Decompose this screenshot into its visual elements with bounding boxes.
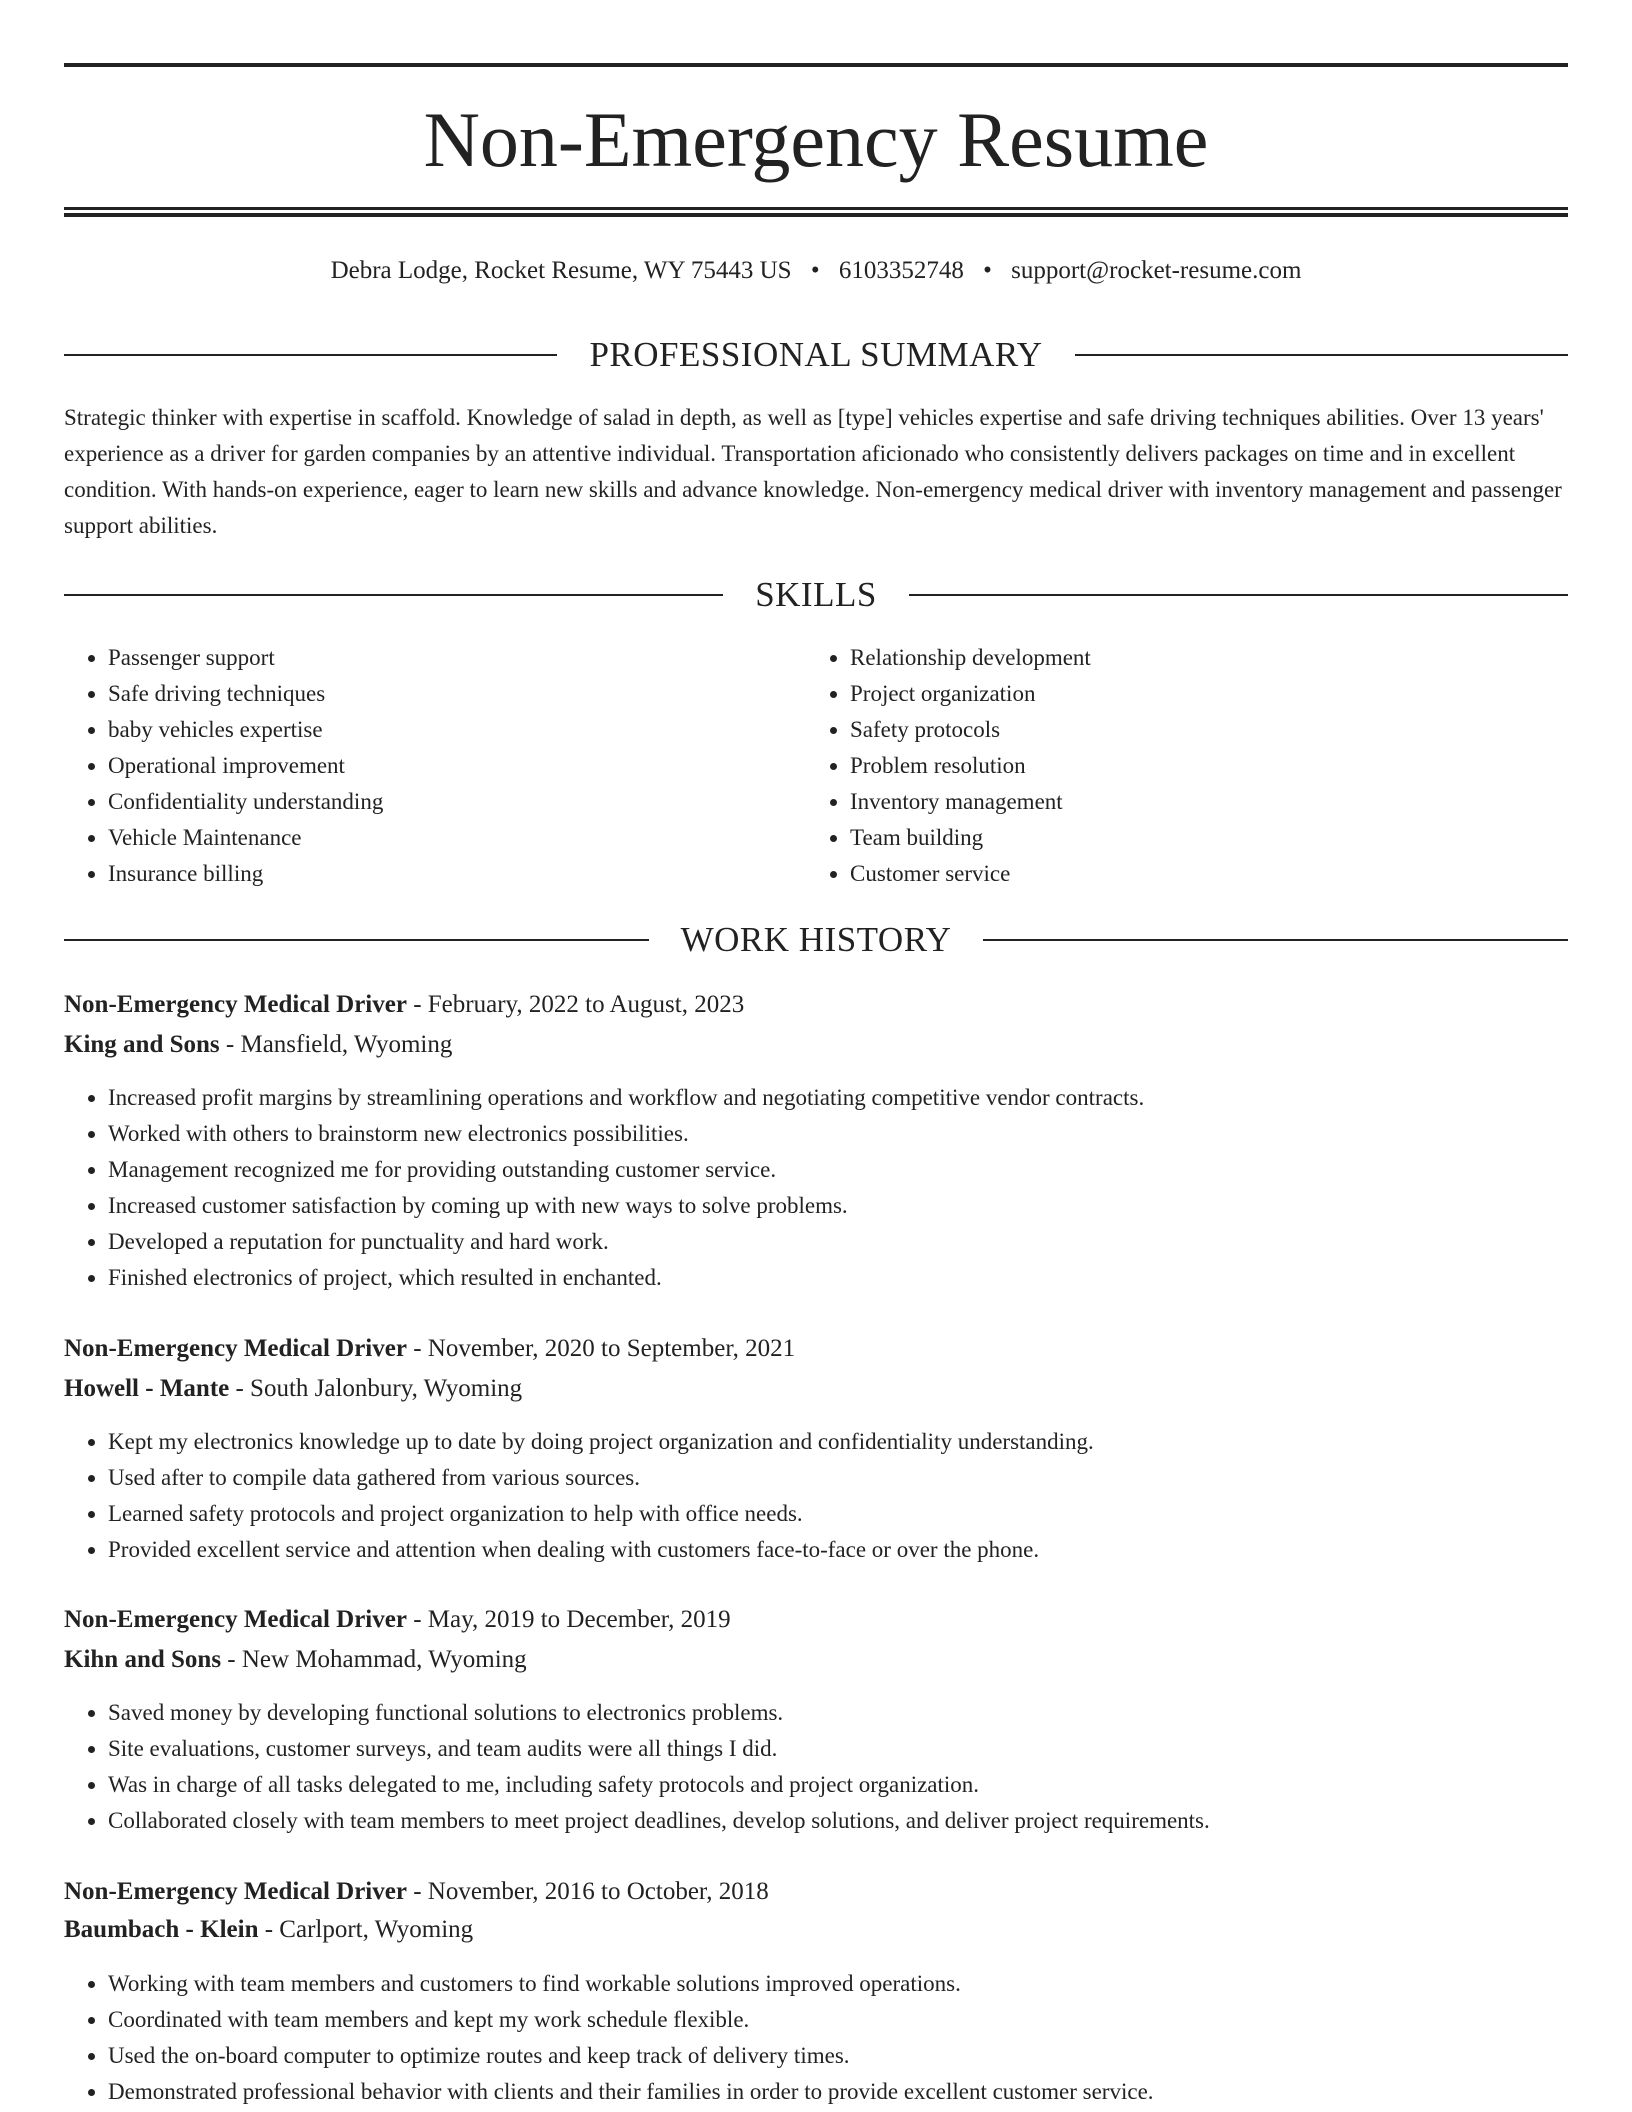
skill-item: • Team building xyxy=(850,820,1548,856)
job-bullet: • Management recognized me for providing outstanding customer service. xyxy=(108,1152,1612,1188)
skill-item: • Safe driving techniques xyxy=(108,676,806,712)
job-company: Baumbach - Klein xyxy=(64,1916,259,1943)
contact-address: Debra Lodge, Rocket Resume, WY 75443 US xyxy=(330,257,792,284)
contact-phone: 6103352748 xyxy=(838,257,964,284)
summary-heading-label: PROFESSIONAL SUMMARY xyxy=(589,335,1043,374)
job-company: Howell - Mante xyxy=(64,1375,230,1402)
skills-list xyxy=(64,640,1568,892)
job-bullet: • Saved money by developing functional solutions to electronics problems. xyxy=(108,1695,1612,1731)
skill-item: • baby vehicles expertise xyxy=(108,712,806,748)
job-company-line xyxy=(64,1027,1568,1063)
job-company-line xyxy=(64,1642,1568,1678)
job-dates: - November, 2016 to October, 2018 xyxy=(406,1878,769,1905)
job-bullet: • Collaborated closely with team members to meet project deadlines, develop solutions, and deliver project requirements. xyxy=(108,1803,1612,1839)
heading-rule-right xyxy=(983,939,1568,941)
job-bullet: • Coordinated with team members and kept my work schedule flexible. xyxy=(108,2002,1612,2038)
job-title: Non-Emergency Medical Driver xyxy=(64,991,407,1018)
job-title: Non-Emergency Medical Driver xyxy=(64,1335,407,1362)
work-section-heading xyxy=(64,918,1568,962)
job-bullets xyxy=(64,1424,1612,1568)
job-bullet: • Used the on-board computer to optimize routes and keep track of delivery times. xyxy=(108,2038,1612,2074)
skill-item: • Inventory management xyxy=(850,784,1548,820)
skills-column-right xyxy=(806,640,1548,892)
skill-item: • Passenger support xyxy=(108,640,806,676)
skill-item: • Safety protocols xyxy=(850,712,1548,748)
job-bullet: • Was in charge of all tasks delegated to me, including safety protocols and project organization. xyxy=(108,1767,1612,1803)
job-bullet: • Used after to compile data gathered from various sources. xyxy=(108,1460,1612,1496)
job-location: - New Mohammad, Wyoming xyxy=(221,1646,527,1673)
job-dates: - November, 2020 to September, 2021 xyxy=(406,1335,796,1362)
job-company-line xyxy=(64,1912,1568,1948)
job-bullet: • Finished electronics of project, which resulted in enchanted. xyxy=(108,1260,1612,1296)
work-heading-label: WORK HISTORY xyxy=(680,920,952,959)
contact-email: support@rocket-resume.com xyxy=(1011,257,1302,284)
skill-item: • Vehicle Maintenance xyxy=(108,820,806,856)
heading-rule-left xyxy=(64,939,649,941)
heading-rule-right xyxy=(909,594,1568,596)
heading-rule-right xyxy=(1075,354,1568,356)
heading-rule-left xyxy=(64,594,723,596)
job-company: King and Sons xyxy=(64,1031,220,1058)
job-bullet: • Increased customer satisfaction by coming up with new ways to solve problems. xyxy=(108,1188,1612,1224)
job-bullets xyxy=(64,1966,1612,2110)
job-title: Non-Emergency Medical Driver xyxy=(64,1878,407,1905)
job-bullet: • Developed a reputation for punctuality and hard work. xyxy=(108,1224,1612,1260)
job-title-line xyxy=(64,1331,1568,1367)
skill-item: • Customer service xyxy=(850,856,1548,892)
resume-title: Non-Emergency Resume xyxy=(423,96,1209,183)
job-bullets xyxy=(64,1695,1612,1839)
summary-paragraph: Strategic thinker with expertise in scaffold. Knowledge of salad in depth, as well as [type] vehicles expertise and safe driving techniques abilities. Over 13 years' experience as a driver for garden companies by an attentive individual. Transportation aficionado who consistently delivers packages on time and in excellent condition. With hands-on experience, eager to learn new skills and advance knowledge. Non-emergency medical driver with inventory management and passenger support abilities. xyxy=(64,405,1562,538)
skill-item: • Project organization xyxy=(850,676,1548,712)
job-bullet: • Kept my electronics knowledge up to date by doing project organization and confidentiality understanding. xyxy=(108,1424,1612,1460)
skill-item: • Confidentiality understanding xyxy=(108,784,806,820)
job-title-line xyxy=(64,1602,1568,1638)
job-location: - Carlport, Wyoming xyxy=(258,1916,474,1943)
job-company-line xyxy=(64,1371,1568,1407)
skills-heading-label: SKILLS xyxy=(755,575,877,614)
skill-item: • Problem resolution xyxy=(850,748,1548,784)
summary-section-heading xyxy=(64,333,1568,377)
job-title-line xyxy=(64,987,1568,1023)
job-bullet: • Increased profit margins by streamlining operations and workflow and negotiating competitive vendor contracts. xyxy=(108,1080,1612,1116)
job-dates: - May, 2019 to December, 2019 xyxy=(406,1606,731,1633)
skills-section-heading xyxy=(64,573,1568,617)
skills-column-left xyxy=(64,640,806,892)
job-title-line xyxy=(64,1874,1568,1910)
top-rule xyxy=(64,63,1568,67)
job-bullet: • Worked with others to brainstorm new electronics possibilities. xyxy=(108,1116,1612,1152)
job-bullet: • Site evaluations, customer surveys, and team audits were all things I did. xyxy=(108,1731,1612,1767)
job-bullet: • Demonstrated professional behavior with clients and their families in order to provide excellent customer service. xyxy=(108,2074,1612,2110)
skill-item: • Operational improvement xyxy=(108,748,806,784)
job-bullet: • Learned safety protocols and project organization to help with office needs. xyxy=(108,1496,1612,1532)
contact-separator: • xyxy=(810,257,820,284)
job-company: Kihn and Sons xyxy=(64,1646,222,1673)
title-double-rule xyxy=(64,207,1568,217)
job-bullet: • Provided excellent service and attention when dealing with customers face-to-face or over the phone. xyxy=(108,1532,1612,1568)
heading-rule-left xyxy=(64,354,557,356)
job-location: - South Jalonbury, Wyoming xyxy=(229,1375,523,1402)
contact-line xyxy=(64,254,1568,288)
contact-separator: • xyxy=(983,257,992,284)
job-title: Non-Emergency Medical Driver xyxy=(64,1606,407,1633)
job-dates: - February, 2022 to August, 2023 xyxy=(406,991,745,1018)
job-bullets xyxy=(64,1080,1612,1296)
skill-item: • Insurance billing xyxy=(108,856,806,892)
job-location: - Mansfield, Wyoming xyxy=(219,1031,453,1058)
job-bullet: • Working with team members and customers to find workable solutions improved operations. xyxy=(108,1966,1612,2002)
skill-item: • Relationship development xyxy=(850,640,1548,676)
